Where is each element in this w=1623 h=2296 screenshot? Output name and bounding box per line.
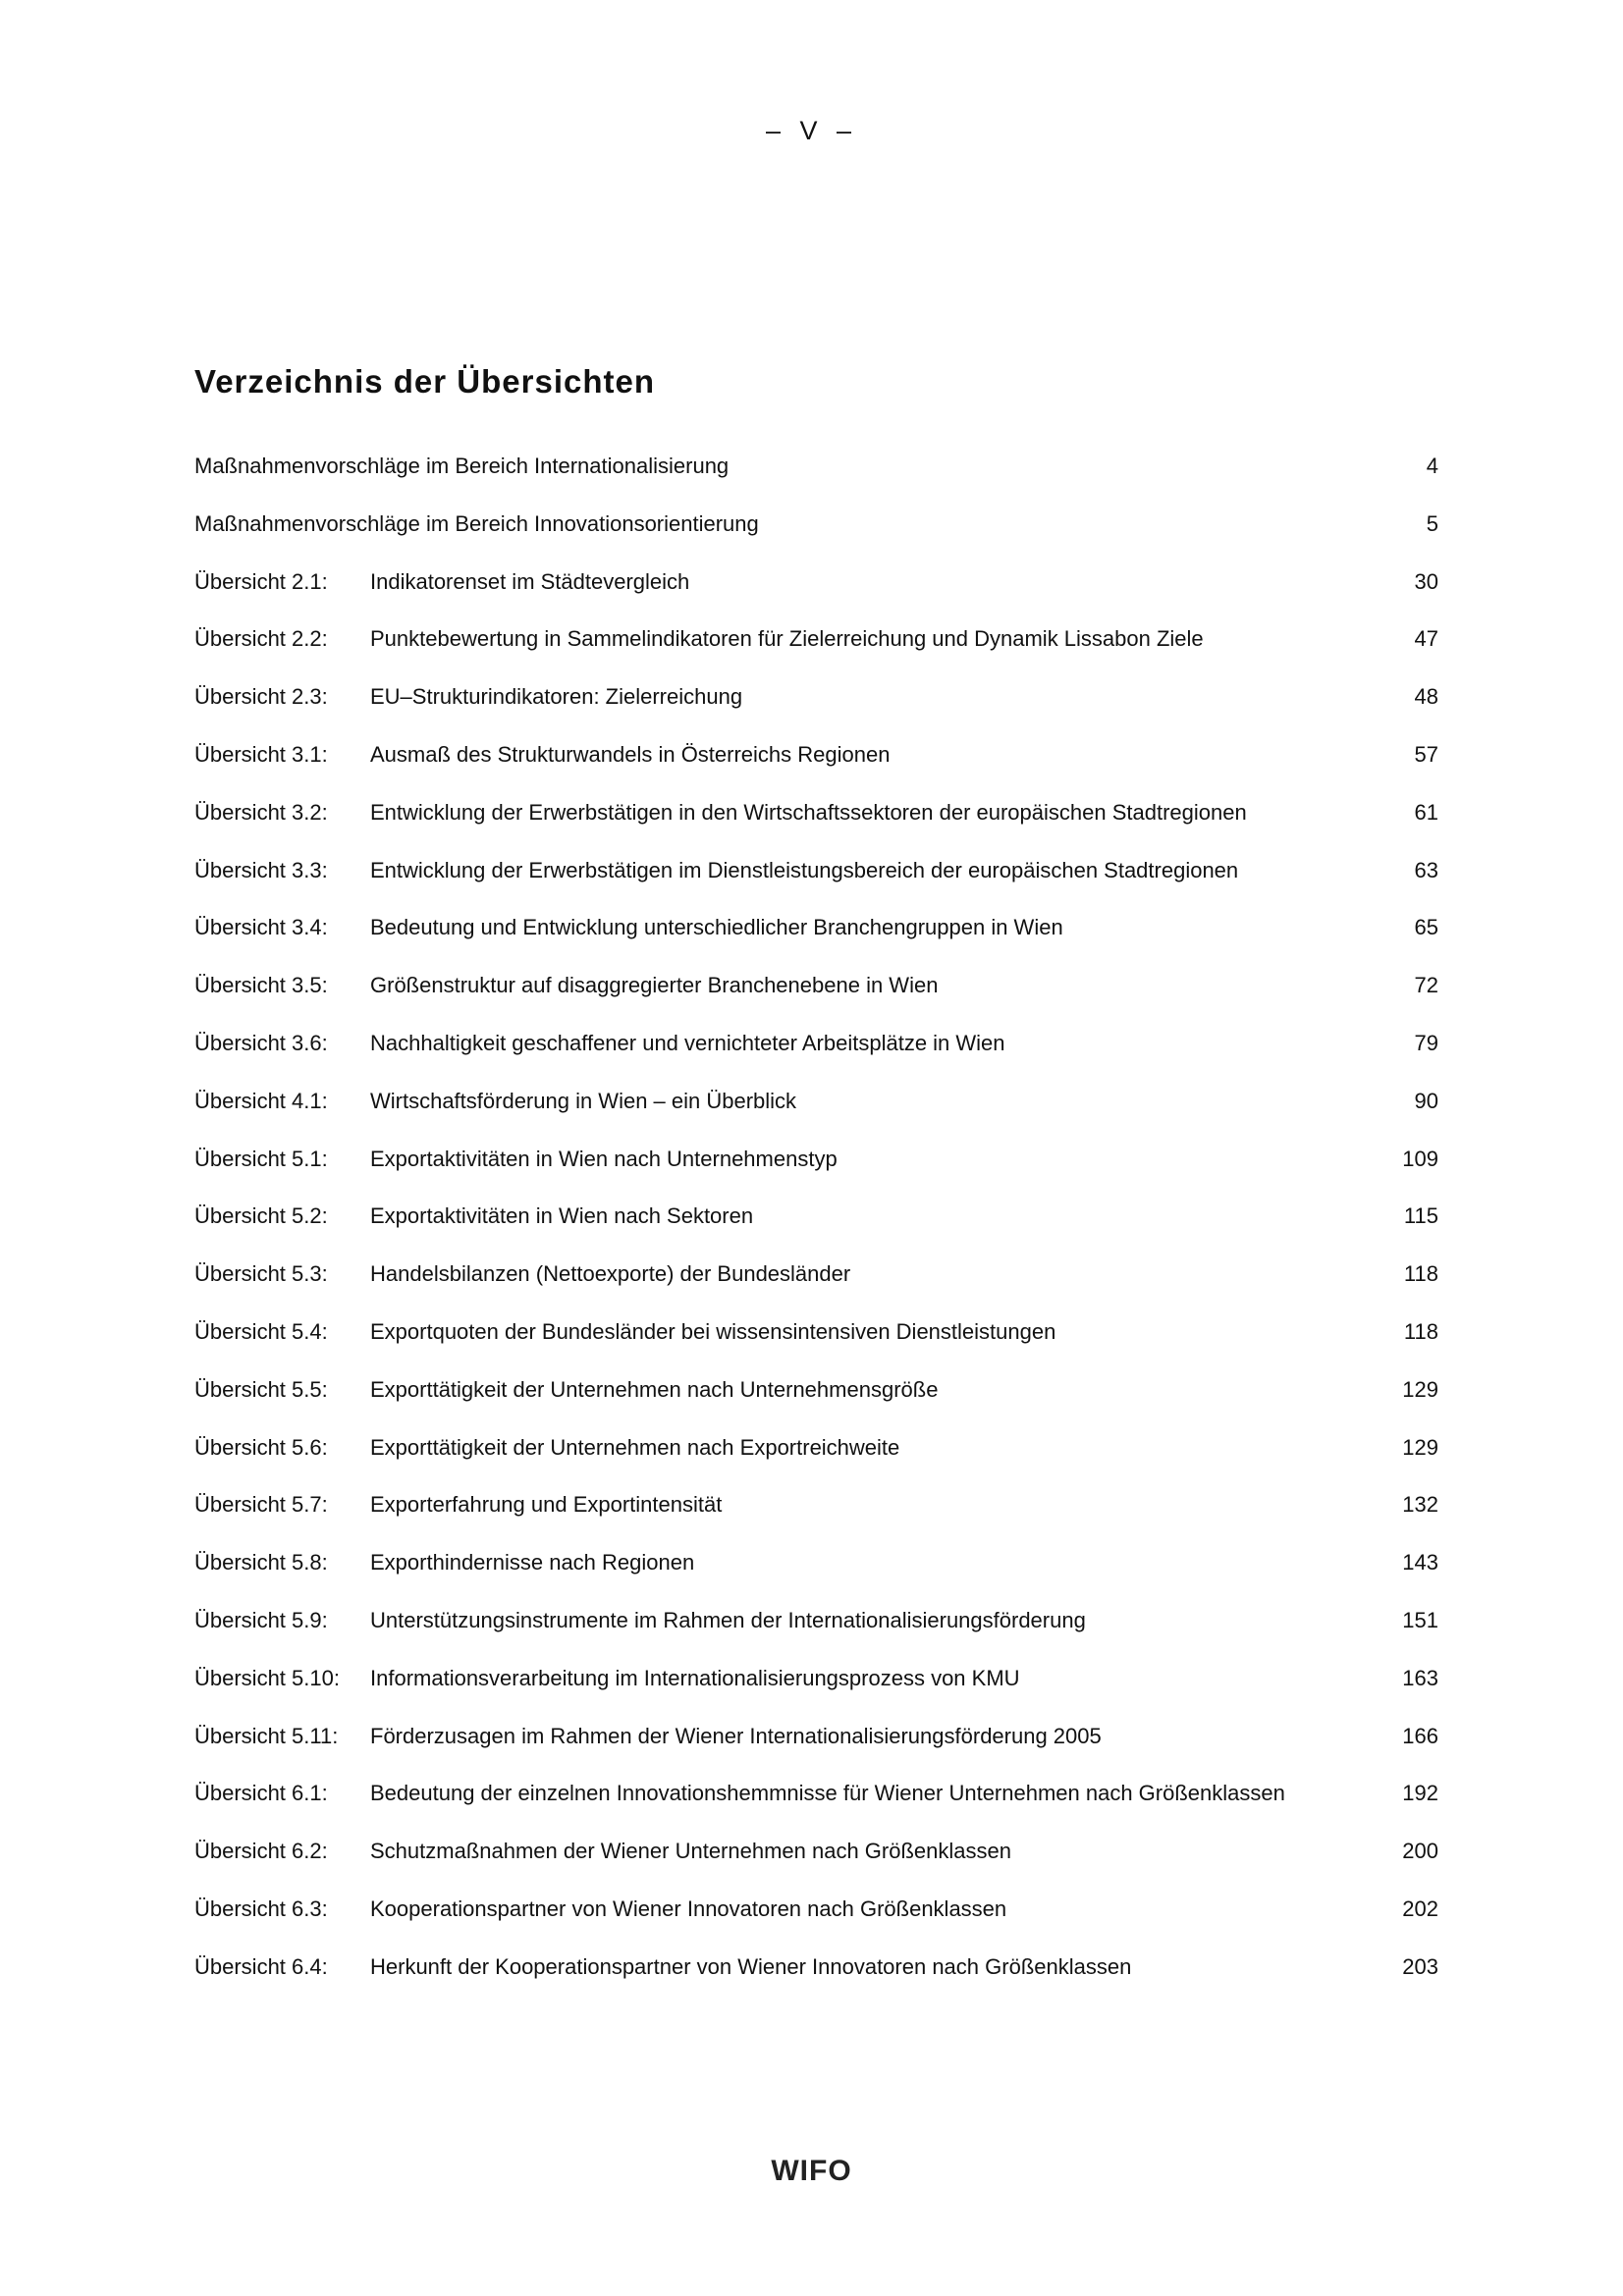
table-of-contents [194, 447, 1438, 2005]
toc-entry-page: 151 [1402, 1607, 1438, 1632]
toc-entry-title: Exportquoten der Bundesländer bei wissensintensiven Dienstleistungen [370, 1318, 1056, 1344]
toc-entry[interactable] [194, 1543, 1438, 1601]
toc-entry-page: 109 [1402, 1146, 1438, 1171]
toc-entry-label: Übersicht 5.11: [194, 1723, 339, 1748]
toc-entry-title: Bedeutung der einzelnen Innovationshemmnisse für Wiener Unternehmen nach Größenklassen [370, 1781, 1285, 1806]
toc-entry-page: 118 [1403, 1261, 1438, 1287]
toc-entry-label: Übersicht 5.5: [194, 1376, 328, 1402]
toc-entry-title: Bedeutung und Entwicklung unterschiedlicher Branchengruppen in Wien [370, 915, 1063, 940]
toc-entry[interactable] [194, 735, 1438, 793]
toc-entry-page: 65 [1414, 915, 1438, 940]
toc-entry[interactable] [194, 1082, 1438, 1140]
toc-entry-page: 192 [1402, 1781, 1438, 1806]
toc-entry-title: Exporterfahrung und Exportintensität [370, 1492, 723, 1518]
toc-entry-label: Übersicht 2.2: [194, 626, 328, 652]
toc-entry-page: 203 [1402, 1953, 1438, 1979]
wifo-logo: WIFO [771, 2155, 852, 2187]
page-number: – V – [765, 116, 858, 145]
toc-entry[interactable] [194, 447, 1438, 505]
toc-entry-label: Übersicht 3.1: [194, 741, 328, 767]
toc-entry[interactable] [194, 908, 1438, 966]
toc-entry[interactable] [194, 619, 1438, 677]
toc-entry[interactable] [194, 966, 1438, 1024]
toc-entry-title: Maßnahmenvorschläge im Bereich Innovationsorientierung [194, 510, 759, 536]
toc-entry-label: Übersicht 5.10: [194, 1665, 340, 1690]
toc-entry-page: 166 [1402, 1723, 1438, 1748]
toc-entry-label: Übersicht 6.4: [194, 1953, 328, 1979]
toc-entry[interactable] [194, 562, 1438, 620]
toc-entry-page: 132 [1402, 1492, 1438, 1518]
toc-entry-title: Kooperationspartner von Wiener Innovatoren nach Größenklassen [370, 1896, 1007, 1921]
toc-entry-page: 48 [1414, 684, 1438, 710]
toc-entry-title: Entwicklung der Erwerbstätigen in den Wirtschaftssektoren der europäischen Stadtregionen [370, 799, 1247, 825]
toc-entry-page: 118 [1403, 1318, 1438, 1344]
toc-entry-title: Indikatorenset im Städtevergleich [370, 568, 690, 594]
toc-entry-page: 47 [1414, 626, 1438, 652]
toc-entry-title: Exporttätigkeit der Unternehmen nach Exportreichweite [370, 1434, 900, 1460]
toc-entry-label: Übersicht 5.6: [194, 1434, 328, 1460]
toc-entry-label: Übersicht 6.1: [194, 1781, 328, 1806]
toc-entry-title: Handelsbilanzen (Nettoexporte) der Bundesländer [370, 1261, 851, 1287]
toc-entry-page: 61 [1414, 799, 1438, 825]
toc-entry-title: Exporttätigkeit der Unternehmen nach Unternehmensgröße [370, 1376, 939, 1402]
toc-entry-title: Nachhaltigkeit geschaffener und vernichteter Arbeitsplätze in Wien [370, 1030, 1005, 1055]
toc-entry-title: Ausmaß des Strukturwandels in Österreichs Regionen [370, 741, 891, 767]
toc-entry-label: Übersicht 5.8: [194, 1550, 328, 1575]
toc-entry[interactable] [194, 1890, 1438, 1948]
toc-entry[interactable] [194, 505, 1438, 562]
toc-entry-label: Übersicht 3.4: [194, 915, 328, 940]
toc-entry-label: Übersicht 6.2: [194, 1839, 328, 1864]
toc-entry-title: Exportaktivitäten in Wien nach Unternehmenstyp [370, 1146, 838, 1171]
toc-entry-title: Unterstützungsinstrumente im Rahmen der Internationalisierungsförderung [370, 1607, 1086, 1632]
toc-entry-title: Informationsverarbeitung im Internationalisierungsprozess von KMU [370, 1665, 1020, 1690]
toc-entry-label: Übersicht 3.3: [194, 857, 328, 882]
toc-entry-title: Schutzmaßnahmen der Wiener Unternehmen nach Größenklassen [370, 1839, 1011, 1864]
toc-entry-label: Übersicht 6.3: [194, 1896, 328, 1921]
toc-entry-page: 63 [1414, 857, 1438, 882]
toc-entry-label: Übersicht 5.1: [194, 1146, 328, 1171]
toc-entry-page: 4 [1426, 454, 1438, 478]
toc-entry[interactable] [194, 1312, 1438, 1370]
toc-entry[interactable] [194, 1948, 1438, 2005]
toc-entry-page: 90 [1414, 1088, 1438, 1113]
toc-entry-label: Übersicht 5.2: [194, 1203, 328, 1229]
page-title: Verzeichnis der Übersichten [194, 363, 656, 400]
toc-entry-title: Herkunft der Kooperationspartner von Wiener Innovatoren nach Größenklassen [370, 1953, 1132, 1979]
toc-entry-page: 200 [1402, 1839, 1438, 1864]
toc-entry-title: Förderzusagen im Rahmen der Wiener Internationalisierungsförderung 2005 [370, 1723, 1102, 1748]
toc-entry-title: Entwicklung der Erwerbstätigen im Dienstleistungsbereich der europäischen Stadtregionen [370, 857, 1239, 882]
toc-entry-label: Übersicht 5.3: [194, 1261, 328, 1287]
toc-entry-label: Übersicht 5.4: [194, 1318, 328, 1344]
toc-entry[interactable] [194, 677, 1438, 735]
toc-entry-title: Exportaktivitäten in Wien nach Sektoren [370, 1203, 754, 1229]
toc-entry-title: EU–Strukturindikatoren: Zielerreichung [370, 684, 743, 710]
toc-entry-label: Übersicht 2.3: [194, 684, 328, 710]
toc-entry-page: 115 [1403, 1203, 1438, 1229]
toc-entry-page: 202 [1402, 1896, 1438, 1921]
toc-entry-page: 57 [1414, 741, 1438, 767]
toc-entry-page: 129 [1402, 1434, 1438, 1460]
toc-entry[interactable] [194, 1717, 1438, 1775]
toc-entry-page: 72 [1414, 973, 1438, 998]
toc-entry[interactable] [194, 1255, 1438, 1312]
toc-entry[interactable] [194, 1832, 1438, 1890]
toc-entry[interactable] [194, 1485, 1438, 1543]
toc-entry-label: Übersicht 5.9: [194, 1607, 328, 1632]
toc-entry-label: Übersicht 3.6: [194, 1030, 328, 1055]
toc-entry-label: Übersicht 4.1: [194, 1088, 328, 1113]
toc-entry[interactable] [194, 1428, 1438, 1486]
toc-entry-label: Übersicht 5.7: [194, 1492, 328, 1518]
toc-entry[interactable] [194, 1659, 1438, 1717]
toc-entry-page: 30 [1414, 568, 1438, 594]
toc-entry-label: Übersicht 3.2: [194, 799, 328, 825]
toc-entry-title: Größenstruktur auf disaggregierter Branchenebene in Wien [370, 973, 939, 998]
toc-entry-title: Punktebewertung in Sammelindikatoren für Zielerreichung und Dynamik Lissabon Ziele [370, 626, 1204, 652]
toc-entry-title: Wirtschaftsförderung in Wien – ein Überblick [370, 1088, 797, 1113]
toc-entry-page: 129 [1402, 1376, 1438, 1402]
toc-entry-page: 143 [1402, 1550, 1438, 1575]
toc-entry[interactable] [194, 1197, 1438, 1255]
toc-entry-page: 79 [1414, 1030, 1438, 1055]
toc-entry[interactable] [194, 1024, 1438, 1082]
toc-entry[interactable] [194, 793, 1438, 851]
toc-entry[interactable] [194, 851, 1438, 909]
toc-entry-title: Exporthindernisse nach Regionen [370, 1550, 695, 1575]
toc-entry[interactable] [194, 1140, 1438, 1198]
toc-entry[interactable] [194, 1601, 1438, 1659]
toc-entry[interactable] [194, 1370, 1438, 1428]
toc-entry-label: Übersicht 2.1: [194, 568, 328, 594]
toc-entry-page: 163 [1402, 1665, 1438, 1690]
toc-entry[interactable] [194, 1774, 1438, 1832]
toc-entry-page: 5 [1426, 510, 1438, 536]
toc-entry-label: Übersicht 3.5: [194, 973, 328, 998]
toc-entry-title: Maßnahmenvorschläge im Bereich Internationalisierung [194, 454, 730, 478]
